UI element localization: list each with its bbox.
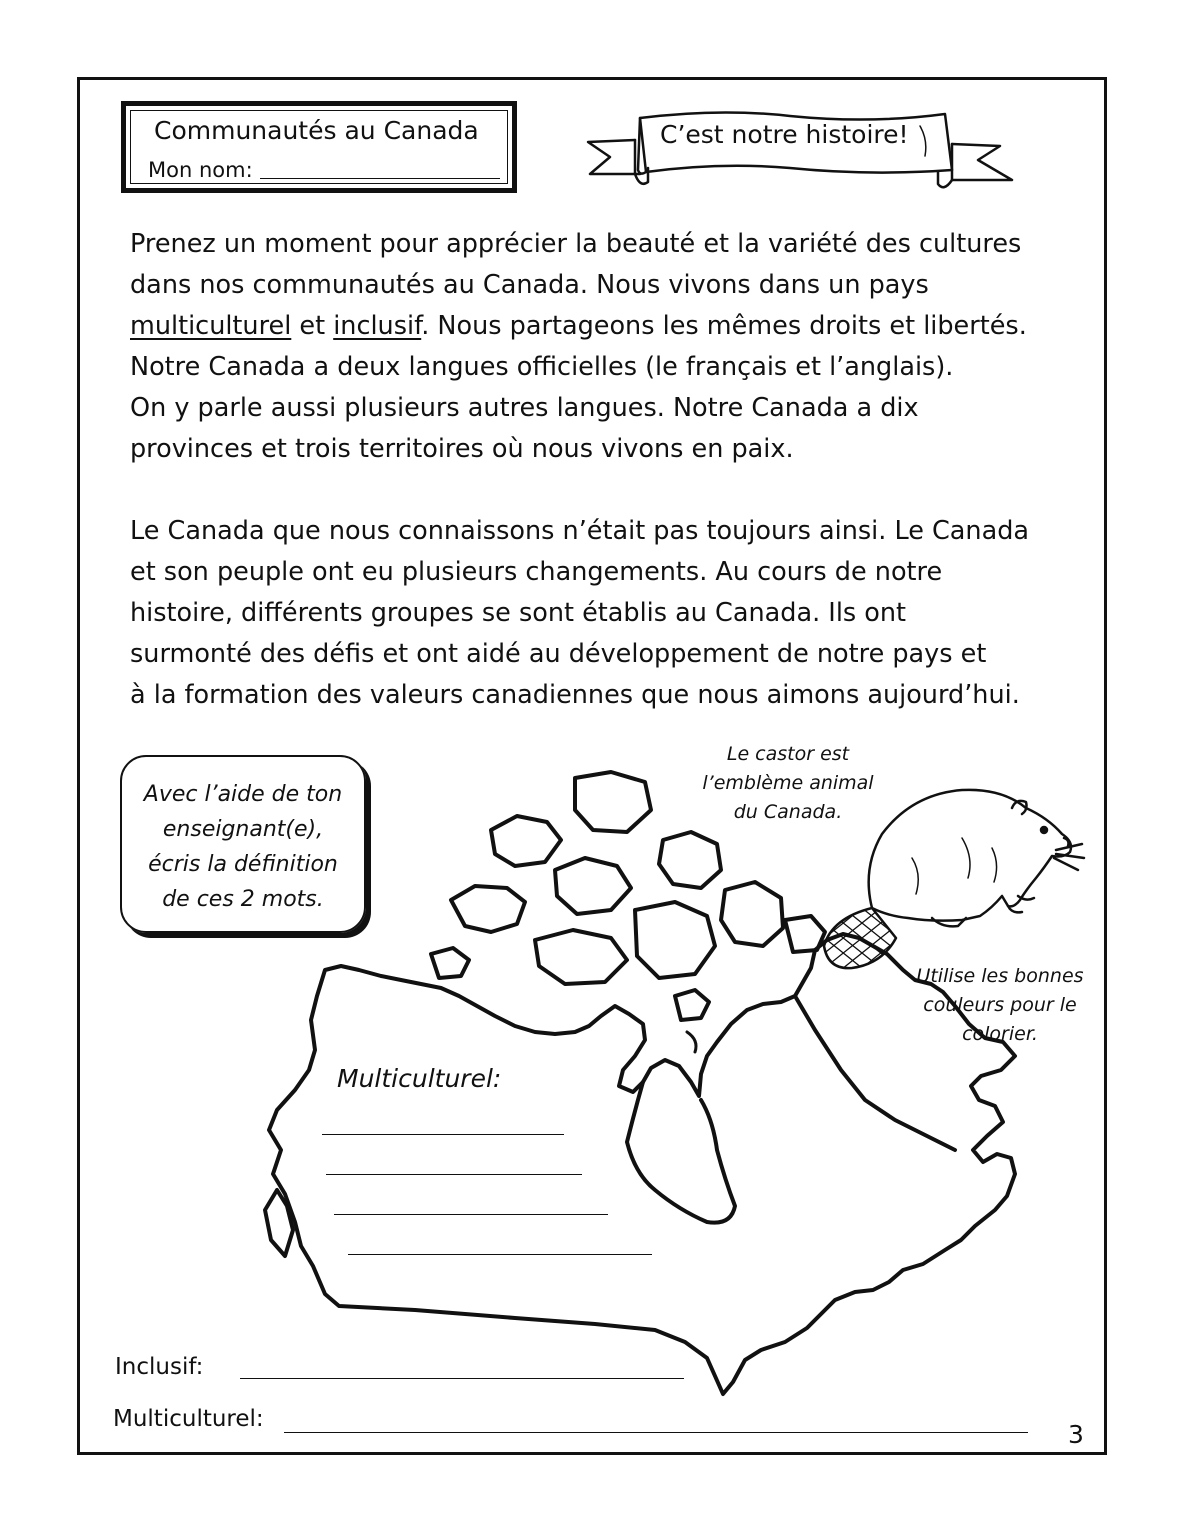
intro-line: provinces et trois territoires où nous vivons en paix. — [130, 434, 794, 464]
history-paragraph — [130, 511, 1090, 716]
multiculturel-field[interactable] — [284, 1432, 1028, 1433]
keyword-multiculturel: multiculturel — [130, 311, 292, 341]
name-label: Mon nom: — [148, 158, 253, 182]
map-writing-line[interactable] — [348, 1254, 652, 1255]
intro-text: et — [291, 311, 334, 341]
history-line: histoire, différents groupes se sont établis au Canada. Ils ont — [130, 598, 907, 628]
intro-paragraph — [130, 224, 1090, 470]
intro-line: Notre Canada a deux langues officielles (le français et l’anglais). — [130, 352, 954, 382]
coloring-caption-line: colorier. — [962, 1023, 1038, 1045]
beaver-caption-line: l’emblème animal — [702, 772, 874, 794]
beaver-caption-line: Le castor est — [726, 743, 850, 765]
keyword-inclusif: inclusif — [333, 311, 422, 341]
inclusif-label: Inclusif: — [115, 1354, 204, 1380]
coloring-caption-line: couleurs pour le — [923, 994, 1077, 1016]
history-line: Le Canada que nous connaissons n’était pas toujours ainsi. Le Canada — [130, 516, 1030, 546]
map-writing-line[interactable] — [334, 1214, 608, 1215]
coloring-caption-line: Utilise les bonnes — [916, 965, 1084, 987]
coloring-caption — [900, 962, 1100, 1049]
page-number: 3 — [1068, 1420, 1084, 1449]
worksheet-title: Communautés au Canada — [154, 116, 479, 145]
name-box — [121, 101, 517, 193]
intro-text: . Nous partageons les mêmes droits et libertés. — [421, 311, 1027, 341]
intro-line — [130, 306, 1090, 347]
history-line: à la formation des valeurs canadiennes que nous aimons aujourd’hui. — [130, 680, 1020, 710]
map-multiculturel-label: Multiculturel: — [337, 1064, 502, 1093]
callout-line: écris la définition — [148, 852, 338, 877]
inclusif-field[interactable] — [240, 1378, 684, 1379]
name-field[interactable] — [260, 178, 500, 179]
callout-line: Avec l’aide de ton — [143, 782, 343, 807]
multiculturel-label: Multiculturel: — [113, 1406, 264, 1432]
history-line: et son peuple ont eu plusieurs changements. Au cours de notre — [130, 557, 943, 587]
intro-line: dans nos communautés au Canada. Nous vivons dans un pays — [130, 270, 929, 300]
history-line: surmonté des défis et ont aidé au développement de notre pays et — [130, 639, 987, 669]
intro-line: Prenez un moment pour apprécier la beauté et la variété des cultures — [130, 229, 1022, 259]
map-writing-line[interactable] — [326, 1174, 582, 1175]
beaver-icon — [812, 778, 1092, 978]
callout-line: de ces 2 mots. — [162, 887, 324, 912]
intro-line: On y parle aussi plusieurs autres langues. Notre Canada a dix — [130, 393, 919, 423]
banner-title: C’est notre histoire! — [660, 120, 909, 149]
banner-scroll-icon — [580, 100, 1020, 200]
beaver-caption-line: du Canada. — [733, 801, 843, 823]
callout-line: enseignant(e), — [162, 817, 324, 842]
map-writing-line[interactable] — [322, 1134, 564, 1135]
